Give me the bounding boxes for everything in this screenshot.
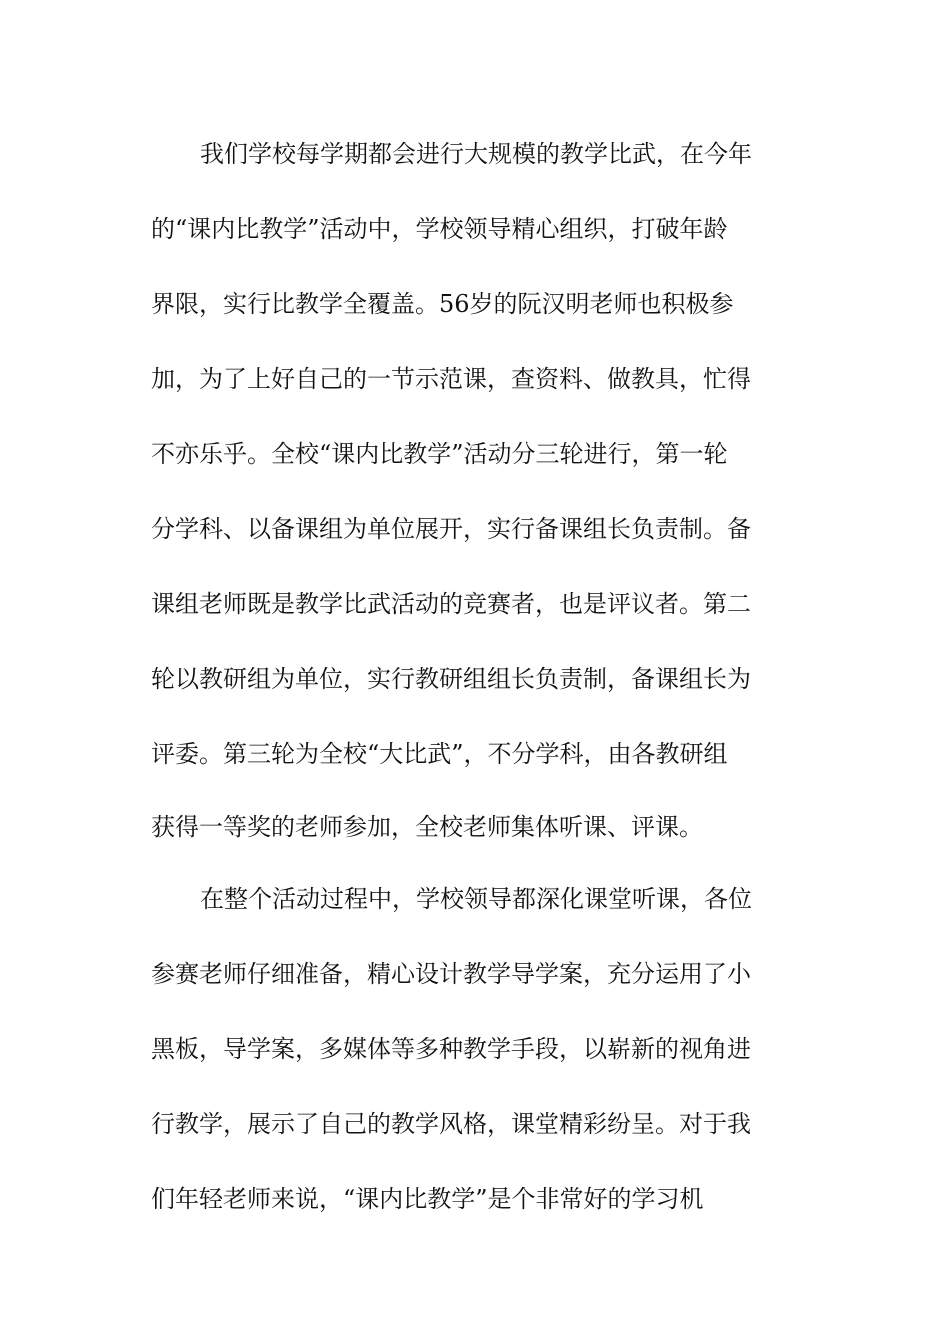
- paragraph-1-line-2: 的“课内比教学”活动中，学校领导精心组织，打破年龄: [151, 215, 728, 243]
- paragraph-1-line-7: 课组老师既是教学比武活动的竞赛者，也是评议者。第二: [151, 590, 751, 618]
- paragraph-2-line-3: 黑板，导学案，多媒体等多种教学手段，以崭新的视角进: [151, 1035, 751, 1063]
- paragraph-1-line-6: 分学科、以备课组为单位展开，实行备课组长负责制。备: [151, 515, 751, 543]
- paragraph-1-line-3: 界限，实行比教学全覆盖。56岁的阮汉明老师也积极参: [151, 290, 734, 318]
- paragraph-1-line-10: 获得一等奖的老师参加，全校老师集体听课、评课。: [151, 813, 703, 841]
- paragraph-1-line-1: 我们学校每学期都会进行大规模的教学比武，在今年: [200, 140, 752, 168]
- paragraph-1-line-4: 加，为了上好自己的一节示范课，查资料、做教具，忙得: [151, 365, 751, 393]
- paragraph-1-line-5: 不亦乐乎。全校“课内比教学”活动分三轮进行，第一轮: [151, 440, 728, 468]
- paragraph-2-line-4: 行教学，展示了自己的教学风格，课堂精彩纷呈。对于我: [151, 1110, 751, 1138]
- paragraph-2-line-2: 参赛老师仔细准备，精心设计教学导学案，充分运用了小: [151, 960, 751, 988]
- paragraph-1-line-9: 评委。第三轮为全校“大比武”，不分学科，由各教研组: [151, 740, 728, 768]
- paragraph-2-line-5: 们年轻老师来说，“课内比教学”是个非常好的学习机: [151, 1185, 704, 1213]
- paragraph-1-line-8: 轮以教研组为单位，实行教研组组长负责制，备课组长为: [151, 665, 751, 693]
- paragraph-2-line-1: 在整个活动过程中，学校领导都深化课堂听课，各位: [200, 885, 752, 913]
